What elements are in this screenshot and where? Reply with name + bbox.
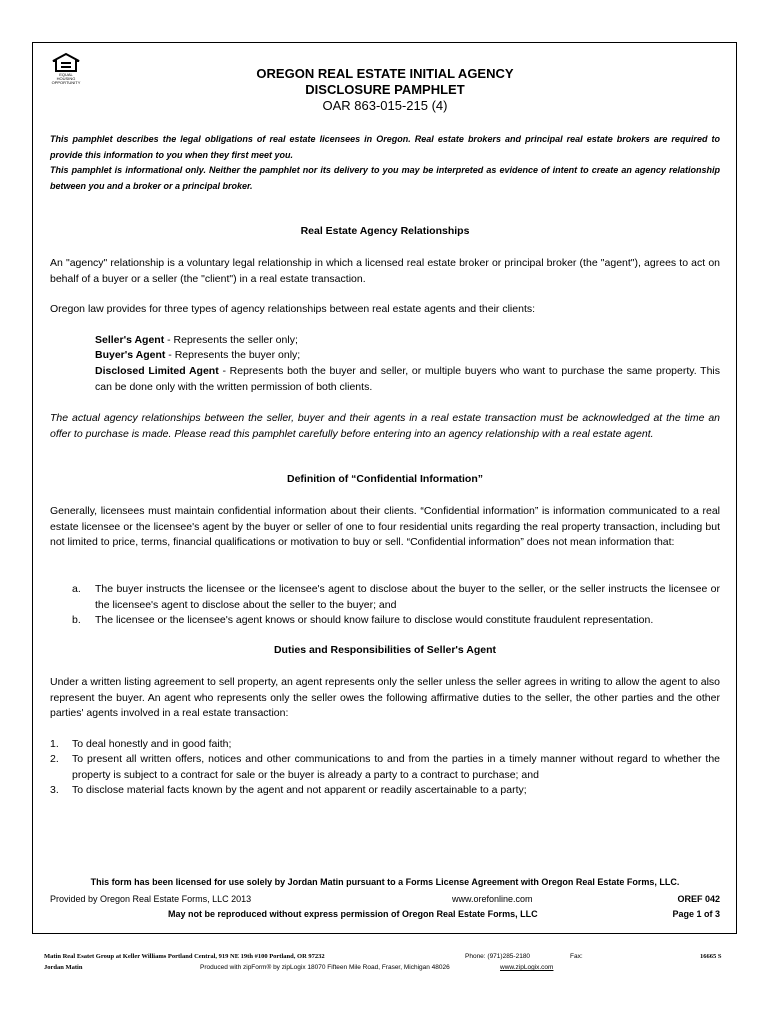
item-label: Buyer's Agent — [95, 349, 166, 361]
list-item-confidential-b: The licensee or the licensee's agent knows or should know failure to disclose would constitute fraudulent representation. — [95, 614, 654, 626]
provided-by: Provided by Oregon Real Estate Forms, LLC 2013 — [50, 894, 252, 904]
license-notice: This form has been licensed for use solely by Jordan Matin pursuant to a Forms License Agreement with Oregon Real Estate Forms, LLC. — [90, 877, 680, 887]
form-id: OREF 042 — [677, 894, 720, 904]
item-label: Disclosed Limited Agent — [95, 365, 219, 377]
rule-reference: OAR 863-015-215 (4) — [322, 98, 448, 113]
equal-housing-text: EQUAL HOUSING OPPORTUNITY — [51, 72, 81, 85]
agency-definition-paragraph: An "agency" relationship is a voluntary legal relationship in which a licensed real estate broker or principal broker (the "agent"), agrees to act on behalf of a buyer or a seller (the "client") in a real estate transaction. — [50, 257, 720, 285]
acknowledgement-paragraph: The actual agency relationships between the seller, buyer and their agents in a real estate transaction must be acknowledged at the time an offer to purchase is made. Please read this pamphlet carefully before entering into an agency relationship with a real estate agent. — [50, 412, 720, 440]
list-item-disclosed-limited-agent — [95, 364, 720, 395]
item-label: Seller's Agent — [95, 334, 165, 346]
document-title-line2: DISCLOSURE PAMPHLET — [305, 82, 465, 97]
fax-label: Fax: — [570, 953, 583, 960]
reproduction-notice: May not be reproduced without express permission of Oregon Real Estate Forms, LLC — [168, 909, 538, 919]
list-marker: 3. — [50, 784, 59, 796]
list-marker: 2. — [50, 753, 59, 765]
intro-paragraph-1: This pamphlet describes the legal obligations of real estate licensees in Oregon. Real estate brokers and principal real estate brokers are required to provide this information to you when they first meet you. — [50, 134, 720, 160]
item-text: - Represents the seller only; — [164, 334, 298, 346]
ziplogix-link[interactable]: www.zipLogix.com — [500, 964, 554, 971]
list-item-duty-2: To present all written offers, notices and other communications to and from the parties in a timely manner without regard to whether the property is subject to a contract for sale or the buyer is already a party to a contract to purchase; and — [72, 753, 720, 781]
list-item-buyers-agent — [95, 348, 720, 364]
item-text: - Represents both the buyer and seller, or multiple buyers who want to purchase the same property. This can be done only with the written permission of both clients. — [95, 365, 720, 393]
produced-with: Produced with zipForm® by zipLogix 18070 Fifteen Mile Road, Fraser, Michigan 48026 — [200, 964, 450, 971]
list-marker: 1. — [50, 738, 59, 750]
confidential-definition-paragraph: Generally, licensees must maintain confidential information about their clients. “Confidential information” is information communicated to a real estate licensee or the licensee's agent by the buyer or seller of one to four residential units regarding the real property transaction, including but not limited to price, terms, financial qualifications or motivation to buy or sell. “Confidential information” does not mean information that: — [50, 505, 720, 548]
list-item-duty-3: To disclose material facts known by the agent and not apparent or readily ascertainable to a party; — [72, 784, 527, 796]
section-heading-confidential: Definition of “Confidential Information” — [287, 473, 483, 485]
agent-name: Jordan Matin — [44, 964, 83, 971]
list-item-confidential-a: The buyer instructs the licensee or the licensee's agent to disclose about the buyer to the seller, or the seller instructs the licensee or the licensee's agent to disclose about the seller to the buyer; and — [95, 583, 720, 611]
item-text: - Represents the buyer only; — [165, 349, 301, 361]
list-item-duty-1: To deal honestly and in good faith; — [72, 738, 232, 750]
intro-paragraph-2: This pamphlet is informational only. Neither the pamphlet nor its delivery to you may be interpreted as evidence of intent to create an agency relationship between you and a broker or a principal broker. — [50, 165, 720, 191]
page-number: Page 1 of 3 — [672, 909, 720, 919]
section-heading-agency: Real Estate Agency Relationships — [300, 225, 470, 237]
phone-number: Phone: (971)285-2180 — [465, 953, 531, 960]
section-heading-sellers-agent-duties: Duties and Responsibilities of Seller's Agent — [273, 644, 497, 656]
office-address: Matin Real Esatet Group at Keller Williams Portland Central, 919 NE 19th #100 Portland, OR 97232 — [44, 953, 325, 960]
agency-types-intro: Oregon law provides for three types of agency relationships between real estate agents and their clients: — [50, 303, 536, 315]
document-title-line1: OREGON REAL ESTATE INITIAL AGENCY — [256, 66, 514, 81]
form-code: 16665 S — [700, 953, 722, 960]
list-marker: b. — [72, 614, 81, 626]
website-link[interactable]: www.orefonline.com — [452, 894, 533, 904]
list-item-sellers-agent — [95, 333, 720, 349]
list-marker: a. — [72, 583, 81, 595]
sellers-agent-duties-paragraph: Under a written listing agreement to sell property, an agent represents only the seller unless the seller agrees in writing to allow the agent to also represent the buyer. An agent who represents only the seller owes the following affirmative duties to the seller, the other parties and the other parties' agents involved in a real estate transaction: — [50, 676, 720, 719]
